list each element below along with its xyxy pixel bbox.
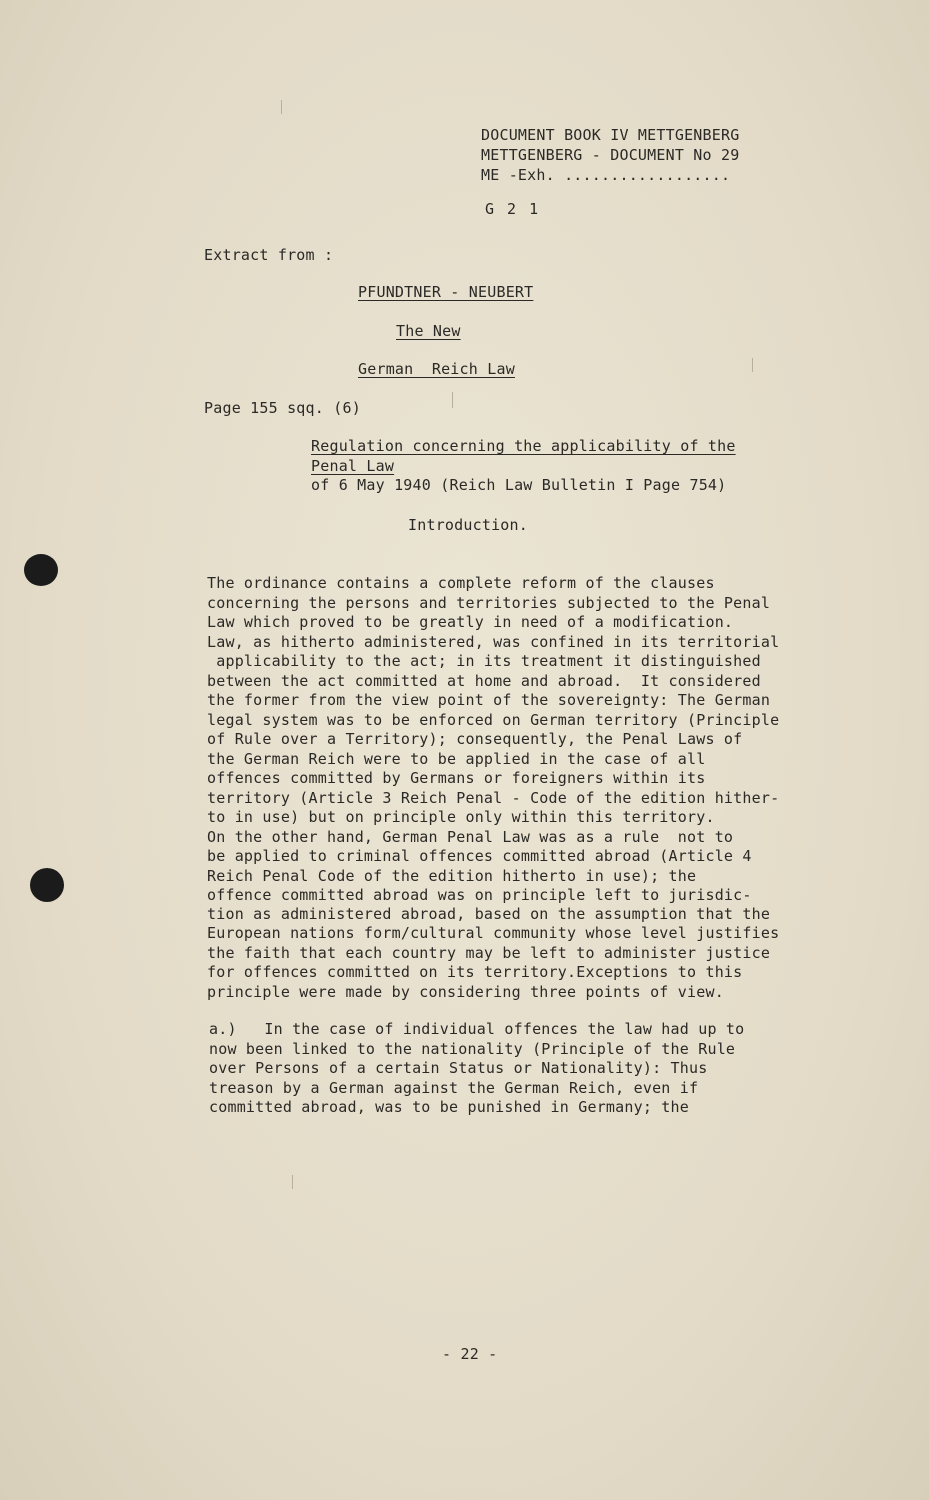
page-number: - 22 - — [442, 1345, 498, 1363]
paragraph-line: applicability to the act; in its treatment it distinguished — [207, 652, 761, 670]
paragraph-line: of Rule over a Territory); consequently, the Penal Laws of — [207, 730, 743, 748]
paragraph-line: offence committed abroad was on principle left to jurisdic- — [207, 886, 752, 904]
paragraph-line: the former from the view point of the sovereignty: The German — [207, 691, 771, 709]
paragraph-line: European nations form/cultural community whose level justifies — [207, 924, 780, 942]
paragraph-line: legal system was to be enforced on German territory (Principle — [207, 711, 780, 729]
header-document-book: DOCUMENT BOOK IV METTGENBERG — [481, 126, 740, 144]
paragraph-line: to in use) but on principle only within this territory. — [207, 808, 715, 826]
paragraph-line: the German Reich were to be applied in the case of all — [207, 750, 706, 768]
paragraph-line: principle were made by considering three points of view. — [207, 983, 724, 1001]
paper-mark — [281, 100, 282, 114]
source-authors: PFUNDTNER - NEUBERT — [358, 283, 534, 301]
paragraph-line: tion as administered abroad, based on the assumption that the — [207, 905, 771, 923]
paragraph-line: concerning the persons and territories subjected to the Penal — [207, 594, 771, 612]
paper-mark — [752, 358, 753, 372]
page-reference: Page 155 sqq. (6) — [204, 399, 361, 417]
source-title-line1: The New — [396, 322, 461, 340]
paragraph-line: territory (Article 3 Reich Penal - Code of the edition hither- — [207, 789, 780, 807]
paragraph-line: Law, as hitherto administered, was confined in its territorial — [207, 633, 780, 651]
paragraph-line: now been linked to the nationality (Principle of the Rule — [209, 1040, 736, 1058]
paragraph-line: for offences committed on its territory.Exceptions to this — [207, 963, 743, 981]
regulation-title-line2: Penal Law — [311, 457, 395, 475]
paragraph-line: between the act committed at home and abroad. It considered — [207, 672, 761, 690]
paragraph-line: be applied to criminal offences committed abroad (Article 4 — [207, 847, 752, 865]
paragraph-line: Reich Penal Code of the edition hitherto in use); the — [207, 867, 697, 885]
paragraph-line: over Persons of a certain Status or Nationality): Thus — [209, 1059, 708, 1077]
regulation-title-line3: of 6 May 1940 (Reich Law Bulletin I Page 754) — [311, 476, 727, 494]
header-code: G 2 1 — [485, 200, 541, 218]
punch-hole-upper — [24, 554, 58, 586]
paragraph-line: treason by a German against the German Reich, even if — [209, 1079, 699, 1097]
paragraph-line: committed abroad, was to be punished in Germany; the — [209, 1098, 689, 1116]
paragraph-line: offences committed by Germans or foreigners within its — [207, 769, 706, 787]
source-title-line2: German Reich Law — [358, 360, 515, 378]
header-exhibit-line: ME -Exh. .................. — [481, 166, 731, 184]
paper-mark — [452, 392, 453, 408]
paragraph-line: the faith that each country may be left to administer justice — [207, 944, 771, 962]
paragraph-line: Law which proved to be greatly in need of a modification. — [207, 613, 734, 631]
extract-label: Extract from : — [204, 246, 334, 264]
header-document-number: METTGENBERG - DOCUMENT No 29 — [481, 146, 740, 164]
paragraph-line: a.) In the case of individual offences the law had up to — [209, 1020, 745, 1038]
introduction-heading: Introduction. — [408, 516, 528, 534]
paragraph-line: On the other hand, German Penal Law was as a rule not to — [207, 828, 734, 846]
paper-mark — [292, 1175, 293, 1189]
punch-hole-lower — [30, 868, 64, 902]
regulation-title-line1: Regulation concerning the applicability of the — [311, 437, 736, 455]
paragraph-line: The ordinance contains a complete reform of the clauses — [207, 574, 715, 592]
